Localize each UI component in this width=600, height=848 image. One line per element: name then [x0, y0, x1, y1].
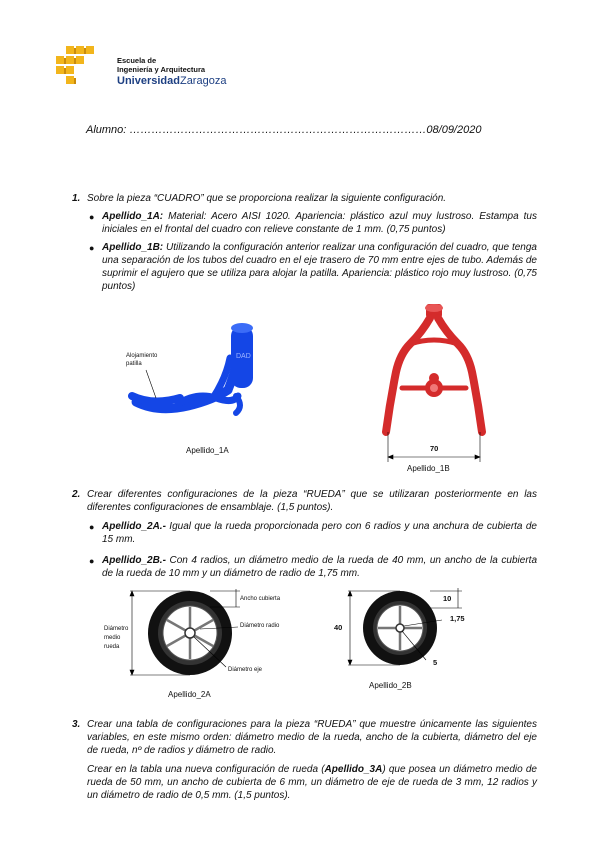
logo-school-line1: Escuela de — [117, 56, 157, 65]
q2-item-b — [102, 554, 537, 580]
fig-2b-axle-dim: 5 — [433, 658, 438, 667]
logo-university — [117, 75, 226, 87]
q2-item-a-label: Apellido_2A.- — [102, 521, 166, 532]
q3-p2-after: ) que posea un diámetro medio de rueda de 50 mm, un ancho de cubierta de 6 mm, un diámetro de eje de rueda de 3 mm, 12 radios y un diámetro de radio de 0,5 mm. (1,5 puntos). — [87, 764, 537, 801]
fig-2a-axle-label: Diámetro eje — [228, 667, 263, 673]
q2-item-b-text: Con 4 radios, un diámetro medio de la rueda de 40 mm, un ancho de la cubierta de la rueda de 10 mm y un diámetro de radio de 1,75 mm. — [102, 555, 537, 579]
q3-p2-bold: Apellido_3A — [324, 764, 383, 775]
student-name-line: Alumno: ………………………………………………………………………08/09/2020 — [86, 124, 482, 136]
fig-2a-diameter-line3: rueda — [104, 644, 120, 650]
logo-emblem-icon — [50, 44, 110, 86]
fig-2b-width-dim: 10 — [443, 594, 452, 603]
q1-text: Sobre la pieza “CUADRO” que se proporciona realizar la siguiente configuración. — [87, 193, 447, 204]
logo-university-bold: Universidad — [117, 75, 180, 87]
q3-number: 3. — [72, 719, 81, 730]
fig-2a-diameter-line2: medio — [104, 635, 121, 641]
fig-1b-dimension: 70 — [430, 444, 439, 453]
red-frame-figure — [380, 302, 490, 462]
logo-university-regular: Zaragoza — [179, 75, 227, 87]
logo-school-line2: Ingeniería y Arquitectura — [117, 65, 206, 74]
fig-2a-caption: Apellido_2A — [168, 690, 211, 699]
bullet-icon: ● — [89, 522, 95, 532]
fig-1a-note — [126, 352, 157, 368]
q1-item-a-text: Material: Acero AISI 1020. Apariencia: plástico azul muy lustroso. Estampa tus iniciales en el frontal del cuadro con relieve constante de 1 mm. (0,75 puntos) — [102, 211, 537, 235]
q2-item-b-label: Apellido_2B.- — [102, 555, 166, 566]
university-logo — [50, 44, 110, 86]
blue-frame-figure — [118, 318, 278, 430]
q1-item-b-text: Utilizando la configuración anterior realizar una configuración del cuadro, que tenga una separación de los tubos del cuadro en el eje trasero de 70 mm entre ejes de tubo. Además de suprimir el agujero que se utiliza para alojar la patilla. Apariencia: plástico rojo muy lustroso. (0,75 puntos) — [102, 242, 537, 292]
fig-1b-caption: Apellido_1B — [407, 464, 450, 473]
q1-item-a — [102, 210, 537, 236]
bullet-icon: ● — [89, 556, 95, 566]
q2-number: 2. — [72, 489, 81, 500]
fig-2a-diameter-line1: Diámetro — [104, 626, 129, 632]
fig-2b-diameter-dim: 40 — [334, 623, 343, 632]
bullet-icon: ● — [89, 212, 95, 222]
fig-2a-spoke-label: Diámetro radio — [240, 623, 280, 629]
bullet-icon: ● — [89, 243, 95, 253]
fig-1a-note-line1: Alojamiento — [126, 353, 158, 359]
q1-number: 1. — [72, 193, 81, 204]
wheel-2a-figure — [100, 585, 320, 685]
fig-1a-note-line2: patilla — [126, 361, 142, 367]
q3-p2-before: Crear en la tabla una nueva configuración de rueda ( — [87, 764, 325, 775]
q2-text: Crear diferentes configuraciones de la pieza “RUEDA” que se utilizaran posteriormente en las diferentes configuraciones de ensamblaje. (1,5 puntos). — [87, 489, 537, 513]
q1-item-b — [102, 241, 537, 293]
q3-paragraph-2 — [87, 763, 537, 802]
fig-2a-width-label: Ancho cubierta — [240, 596, 281, 602]
q1-item-a-label: Apellido_1A: — [102, 211, 164, 222]
fig-1a-caption: Apellido_1A — [186, 446, 229, 455]
fig-2b-spoke-dim: 1,75 — [450, 614, 465, 623]
q1-item-b-label: Apellido_1B: — [102, 242, 164, 253]
fig-2b-caption: Apellido_2B — [369, 681, 412, 690]
q3-text: Crear una tabla de configuraciones para la pieza “RUEDA” que muestre únicamente las siguientes variables, en este mismo orden: diámetro medio de la rueda, ancho de la cubierta, diámetro del eje de rueda, nº de radios y diámetro de radio. — [87, 719, 537, 756]
frame-initials: DAD — [236, 353, 251, 360]
q2-item-a — [102, 520, 537, 546]
fig-2a-diameter-label — [104, 625, 128, 652]
q2-item-a-text: Igual que la rueda proporcionada pero con 6 radios y una anchura de cubierta de 15 mm. — [102, 521, 537, 545]
